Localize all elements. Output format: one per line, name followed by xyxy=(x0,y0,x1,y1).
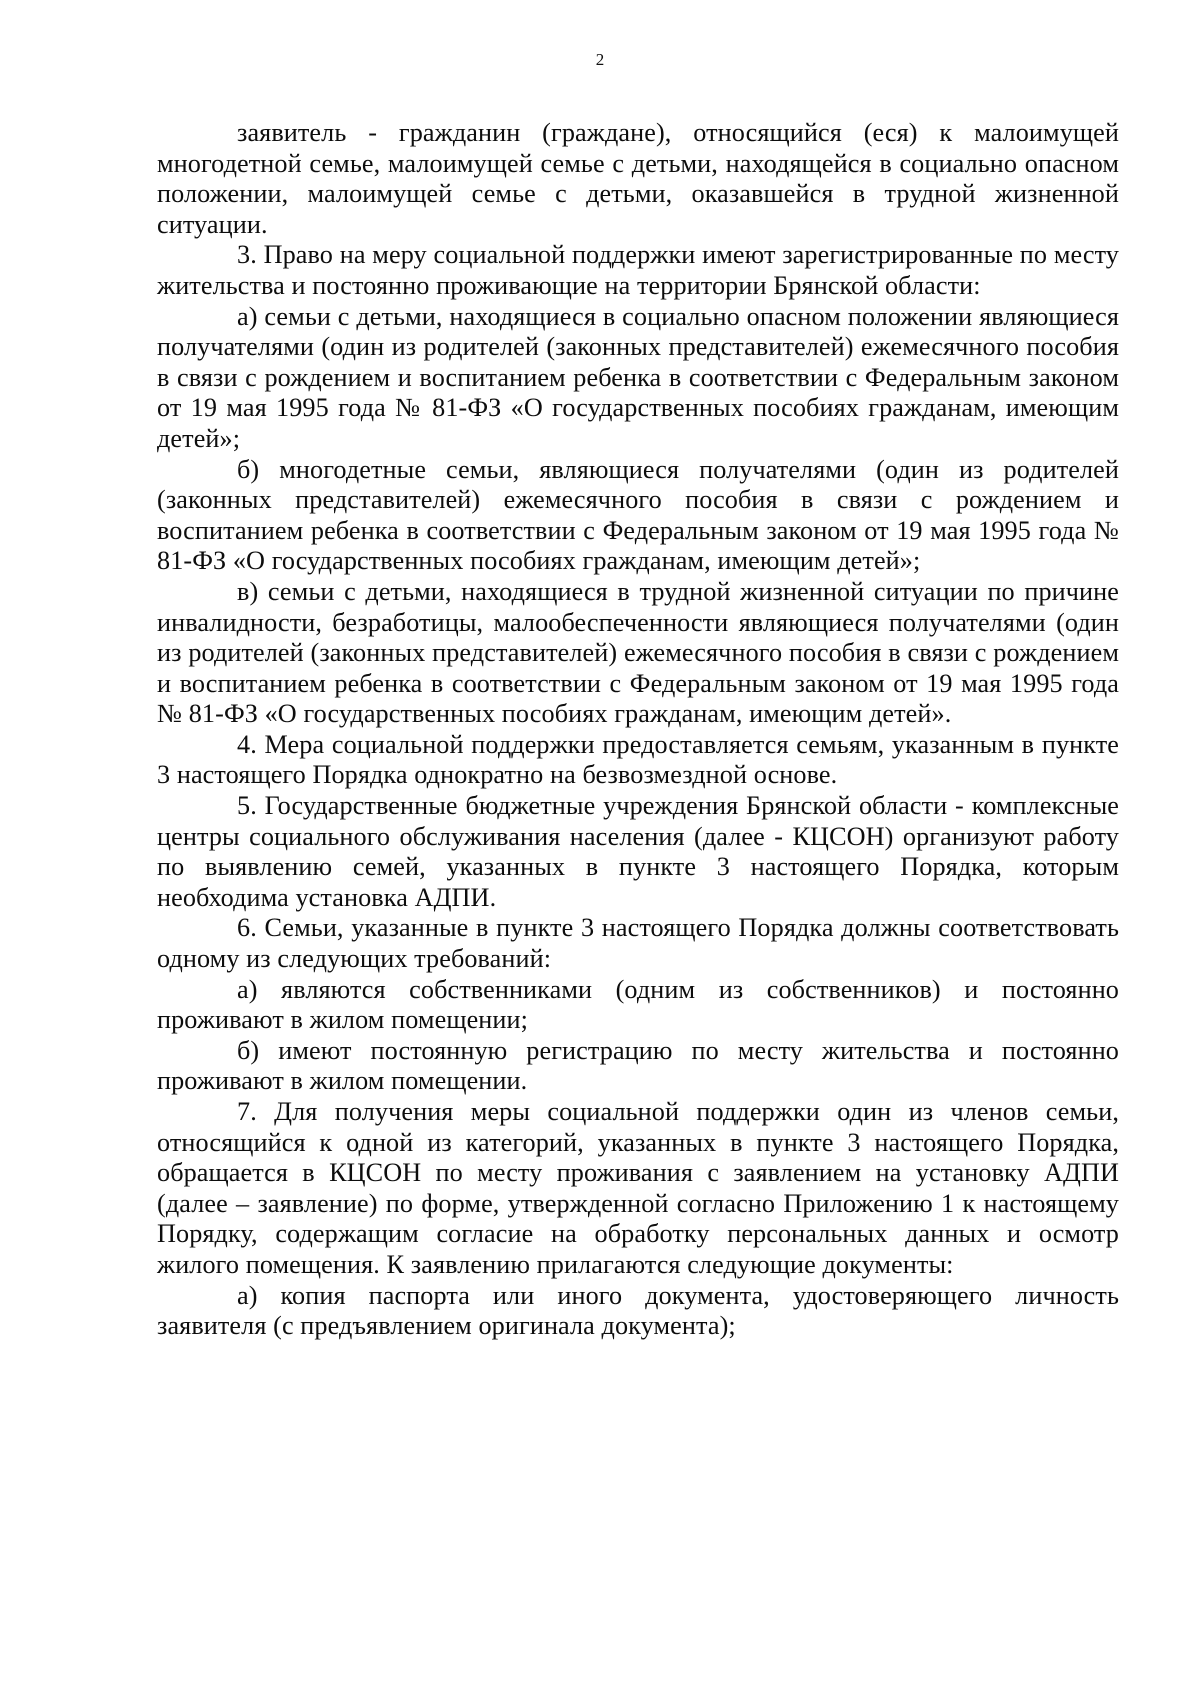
paragraph-3c: в) семьи с детьми, находящиеся в трудной жизненной ситуации по причине инвалидности, безработицы, малообеспеченности являющиеся получателями (один из родителей (законных представителей) ежемесячного пособия в связи с рождением и воспитанием ребенка в соответствии с Федеральным законом от 19 мая 1995 года № 81-ФЗ «О государственных пособиях гражданам, имеющим детей». xyxy=(157,576,1119,729)
paragraph-applicant-definition: заявитель - гражданин (граждане), относящийся (еся) к малоимущей многодетной семье, малоимущей семье с детьми, находящейся в социально опасном положении, малоимущей семье с детьми, оказавшейся в трудной жизненной ситуации. xyxy=(157,118,1119,239)
paragraph-7: 7. Для получения меры социальной поддержки один из членов семьи, относящийся к одной из категорий, указанных в пункте 3 настоящего Порядка, обращается в КЦСОН по месту проживания с заявлением на установку АДПИ (далее – заявление) по форме, утвержденной согласно Приложению 1 к настоящему Порядку, содержащим согласие на обработку персональных данных и осмотр жилого помещения. К заявлению прилагаются следующие документы: xyxy=(157,1097,1119,1279)
document-body xyxy=(157,118,1119,1342)
paragraph-5: 5. Государственные бюджетные учреждения Брянской области - комплексные центры социального обслуживания населения (далее - КЦСОН) организуют работу по выявлению семей, указанных в пункте 3 настоящего Порядка, которым необходима установка АДПИ. xyxy=(157,791,1119,912)
paragraph-4: 4. Мера социальной поддержки предоставляется семьям, указанным в пункте 3 настоящего Порядка однократно на безвозмездной основе. xyxy=(157,729,1119,790)
paragraph-7a: а) копия паспорта или иного документа, удостоверяющего личность заявителя (с предъявлением оригинала документа); xyxy=(157,1280,1119,1341)
paragraph-3a: а) семьи с детьми, находящиеся в социально опасном положении являющиеся получателями (один из родителей (законных представителей) ежемесячного пособия в связи с рождением и воспитанием ребенка в соответствии с Федеральным законом от 19 мая 1995 года № 81-ФЗ «О государственных пособиях гражданам, имеющим детей»; xyxy=(157,301,1119,453)
paragraph-6b: б) имеют постоянную регистрацию по месту жительства и постоянно проживают в жилом помещении. xyxy=(157,1035,1119,1096)
paragraph-6a: а) являются собственниками (одним из собственников) и постоянно проживают в жилом помещении; xyxy=(157,974,1119,1035)
page-number: 2 xyxy=(595,50,605,69)
paragraph-6: 6. Семьи, указанные в пункте 3 настоящего Порядка должны соответствовать одному из следующих требований: xyxy=(157,913,1119,974)
paragraph-3-eligibility: 3. Право на меру социальной поддержки имеют зарегистрированные по месту жительства и постоянно проживающие на территории Брянской области: xyxy=(157,240,1119,300)
paragraph-3b: б) многодетные семьи, являющиеся получателями (один из родителей (законных представителей) ежемесячного пособия в связи с рождением и воспитанием ребенка в соответствии с Федеральным законом от 19 мая 1995 года № 81-ФЗ «О государственных пособиях гражданам, имеющим детей»; xyxy=(157,454,1119,576)
